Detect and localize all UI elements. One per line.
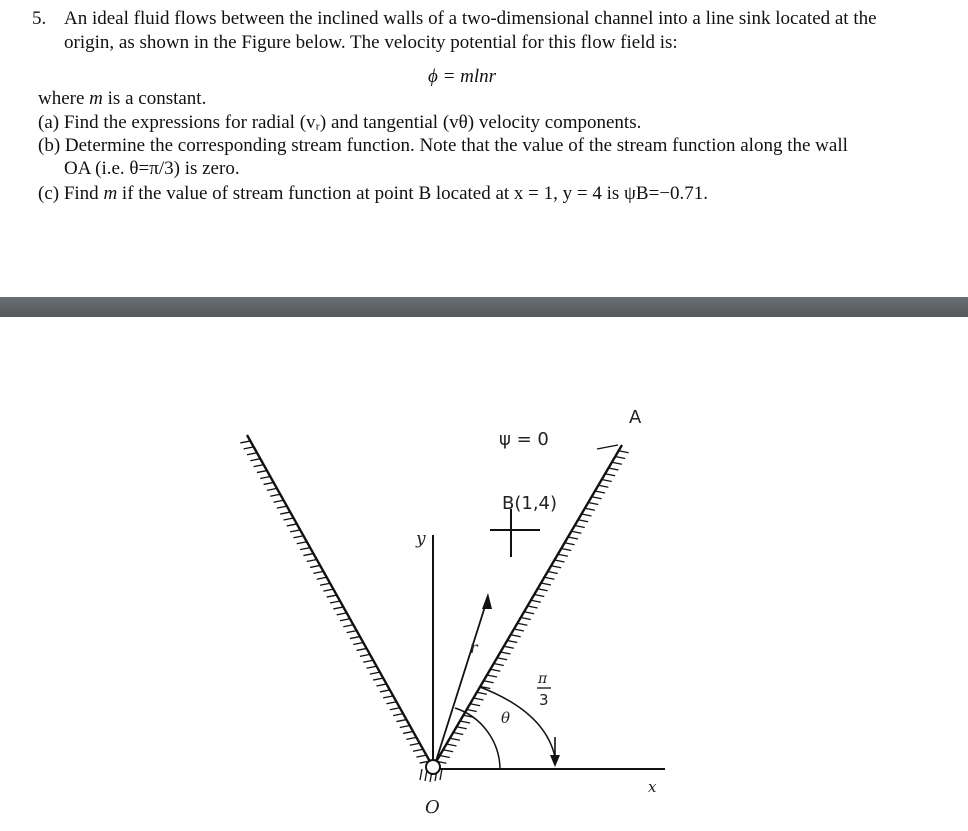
point-B-marker bbox=[490, 509, 540, 557]
wall-hatch-mark bbox=[284, 518, 294, 520]
wall-hatch-mark bbox=[578, 520, 588, 522]
wall-hatch-mark bbox=[541, 583, 551, 585]
wall-hatch-mark bbox=[447, 744, 457, 746]
part-c-variable: m bbox=[103, 183, 118, 204]
wall-hatch-mark bbox=[528, 606, 538, 608]
wall-hatch-mark bbox=[250, 459, 260, 461]
wall-hatch-mark bbox=[487, 675, 497, 677]
wall-hatch-mark bbox=[363, 660, 373, 662]
wall-hatch-mark bbox=[453, 733, 463, 735]
label-r: r bbox=[470, 638, 478, 657]
where-variable: m bbox=[89, 88, 103, 109]
wall-hatch-mark bbox=[264, 482, 274, 484]
statement-line-2: origin, as shown in the Figure below. The velocity potential for this flow field is: bbox=[64, 32, 678, 53]
wall-hatch-mark bbox=[303, 554, 313, 556]
wall-hatch-mark bbox=[568, 537, 578, 539]
wall-hatch-mark bbox=[377, 684, 387, 686]
wall-hatch-mark bbox=[460, 721, 470, 723]
wall-hatch-mark bbox=[544, 577, 554, 579]
wall-hatch-mark bbox=[524, 612, 534, 614]
wall-hatch-mark bbox=[598, 485, 608, 487]
wall-hatch-mark bbox=[497, 658, 507, 660]
wall-hatch-mark bbox=[247, 453, 257, 455]
wall-hatch-mark bbox=[277, 506, 287, 508]
wall-hatch-mark bbox=[558, 554, 568, 556]
wall-hatch-mark bbox=[310, 565, 320, 567]
wall-hatch-mark bbox=[582, 514, 592, 516]
part-b-line-1: (b) Determine the corresponding stream function. Note that the value of the stream function along the wall bbox=[38, 135, 848, 156]
label-pi: π bbox=[538, 671, 548, 687]
wall-hatch-mark bbox=[514, 629, 524, 631]
wall-hatch-mark bbox=[370, 672, 380, 674]
wall-hatch-mark bbox=[393, 714, 403, 716]
where-prefix: where bbox=[38, 88, 90, 109]
wall-hatch-mark bbox=[320, 583, 330, 585]
statement-line-1: An ideal fluid flows between the inclined walls of a two-dimensional channel into a line sink located at the bbox=[64, 8, 877, 29]
wall-hatch-mark bbox=[602, 480, 612, 482]
wall-hatch-mark bbox=[350, 637, 360, 639]
part-c-prefix: (c) Find bbox=[38, 183, 104, 204]
part-c-suffix: if the value of stream function at point B located at x = 1, y = 4 is ψB=−0.71. bbox=[117, 183, 709, 204]
wall-hatch-mark bbox=[521, 618, 531, 620]
wall-hatch-mark bbox=[585, 508, 595, 510]
wall-hatch-mark bbox=[396, 720, 406, 722]
wall-hatch-mark bbox=[609, 468, 619, 470]
wall-hatch-mark bbox=[511, 635, 521, 637]
wall-hatch-mark bbox=[267, 488, 277, 490]
wall-hatch-mark bbox=[280, 512, 290, 514]
wall-hatch-mark bbox=[592, 497, 602, 499]
wall-hatch-mark bbox=[383, 696, 393, 698]
wall-hatch-mark bbox=[357, 648, 367, 650]
wall-hatch-mark bbox=[457, 727, 467, 729]
problem-number: 5. bbox=[32, 8, 47, 29]
wall-hatch-mark bbox=[575, 526, 585, 528]
wall-hatch-mark bbox=[403, 731, 413, 733]
wall-hatch-mark bbox=[501, 652, 511, 654]
wall-hatch-mark bbox=[413, 749, 423, 751]
wall-hatch-mark bbox=[293, 536, 303, 538]
wall-hatch-mark bbox=[386, 702, 396, 704]
wall-hatch-mark bbox=[507, 641, 517, 643]
divider-bar bbox=[0, 297, 968, 317]
wall-hatch-mark bbox=[443, 750, 453, 752]
wall-hatch-mark bbox=[538, 589, 548, 591]
wall-hatch-mark bbox=[548, 572, 558, 574]
wall-hatch-mark bbox=[313, 571, 323, 573]
wall-hatch-mark bbox=[450, 738, 460, 740]
wall-hatch-mark bbox=[270, 494, 280, 496]
wall-hatch-mark bbox=[477, 692, 487, 694]
wall-hatch-mark bbox=[612, 462, 622, 464]
problem-statement bbox=[0, 0, 968, 290]
label-x: x bbox=[648, 778, 657, 796]
wall-hatch-mark bbox=[367, 666, 377, 668]
label-y: y bbox=[416, 529, 426, 549]
wall-hatch-mark bbox=[595, 491, 605, 493]
wall-hatch-mark bbox=[244, 447, 254, 449]
wall-hatch-mark bbox=[410, 743, 420, 745]
wall-hatch-mark bbox=[619, 451, 629, 453]
channel-diagram bbox=[0, 317, 968, 831]
wall-hatch-mark bbox=[317, 577, 327, 579]
label-theta: θ bbox=[501, 709, 511, 727]
wall-hatch-mark bbox=[531, 600, 541, 602]
wall-hatch-mark bbox=[517, 623, 527, 625]
left-wall bbox=[240, 435, 433, 767]
wall-hatch-mark bbox=[333, 607, 343, 609]
label-O: O bbox=[425, 797, 440, 818]
wall-hatch-mark bbox=[297, 542, 307, 544]
wall-hatch-mark bbox=[534, 595, 544, 597]
wall-hatch-mark bbox=[347, 631, 357, 633]
wall-hatch-mark bbox=[380, 690, 390, 692]
wall-hatch-mark bbox=[561, 549, 571, 551]
line-sink bbox=[426, 760, 440, 774]
where-suffix: is a constant. bbox=[102, 88, 207, 109]
pi-over-three-arrowhead bbox=[550, 755, 560, 767]
wall-hatch-mark bbox=[240, 441, 250, 443]
wall-hatch-mark bbox=[287, 524, 297, 526]
wall-hatch-mark bbox=[400, 726, 410, 728]
wall-hatch-mark bbox=[416, 755, 426, 757]
wall-hatch-mark bbox=[340, 619, 350, 621]
wall-hatch-mark bbox=[274, 500, 284, 502]
wall-hatch-mark bbox=[330, 601, 340, 603]
channel-figure bbox=[0, 317, 968, 831]
where-line bbox=[38, 88, 206, 110]
wall-hatch-mark bbox=[353, 643, 363, 645]
wall-hatch-mark bbox=[373, 678, 383, 680]
wall-hatch-mark bbox=[565, 543, 575, 545]
wall-hatch-mark bbox=[254, 465, 264, 467]
wall-hatch-mark bbox=[474, 698, 484, 700]
wall-hatch-mark bbox=[360, 654, 370, 656]
wall-hatch-mark bbox=[327, 595, 337, 597]
wall-hatch-mark bbox=[555, 560, 565, 562]
wall-hatch-mark bbox=[551, 566, 561, 568]
wall-hatch-mark bbox=[290, 530, 300, 532]
wall-hatch-mark bbox=[343, 625, 353, 627]
label-A: A bbox=[629, 407, 642, 428]
radius-line bbox=[436, 597, 488, 761]
part-c bbox=[38, 183, 708, 205]
wall-hatch-mark bbox=[337, 613, 347, 615]
wall-hatch-mark bbox=[588, 503, 598, 505]
wall-hatch-mark bbox=[605, 474, 615, 476]
wall-hatch-mark bbox=[300, 548, 310, 550]
wall-hatch-mark bbox=[257, 471, 267, 473]
label-psi-zero: ψ = 0 bbox=[499, 429, 549, 450]
wall-hatch-mark bbox=[440, 756, 450, 758]
wall-hatch-mark bbox=[260, 477, 270, 479]
wall-hatch-mark bbox=[323, 589, 333, 591]
part-a: (a) Find the expressions for radial (vᵣ) and tangential (vθ) velocity components. bbox=[38, 112, 642, 133]
wall-hatch-mark bbox=[484, 681, 494, 683]
wall-hatch-mark bbox=[504, 646, 514, 648]
label-three: 3 bbox=[539, 691, 549, 709]
part-b-line-2: OA (i.e. θ=π/3) is zero. bbox=[64, 158, 240, 179]
wall-hatch-mark bbox=[615, 457, 625, 459]
psi-pointer bbox=[597, 445, 618, 449]
label-B: B(1,4) bbox=[502, 493, 558, 514]
velocity-potential-equation: ϕ = mlnr bbox=[428, 66, 497, 87]
wall-hatch-mark bbox=[470, 704, 480, 706]
radius-arrowhead bbox=[482, 593, 492, 609]
wall-hatch-mark bbox=[494, 664, 504, 666]
wall-hatch-mark bbox=[406, 737, 416, 739]
wall-hatch-mark bbox=[467, 710, 477, 712]
wall-hatch-mark bbox=[307, 560, 317, 562]
wall-hatch-mark bbox=[490, 669, 500, 671]
wall-hatch-mark bbox=[390, 708, 400, 710]
wall-hatch-mark bbox=[571, 531, 581, 533]
